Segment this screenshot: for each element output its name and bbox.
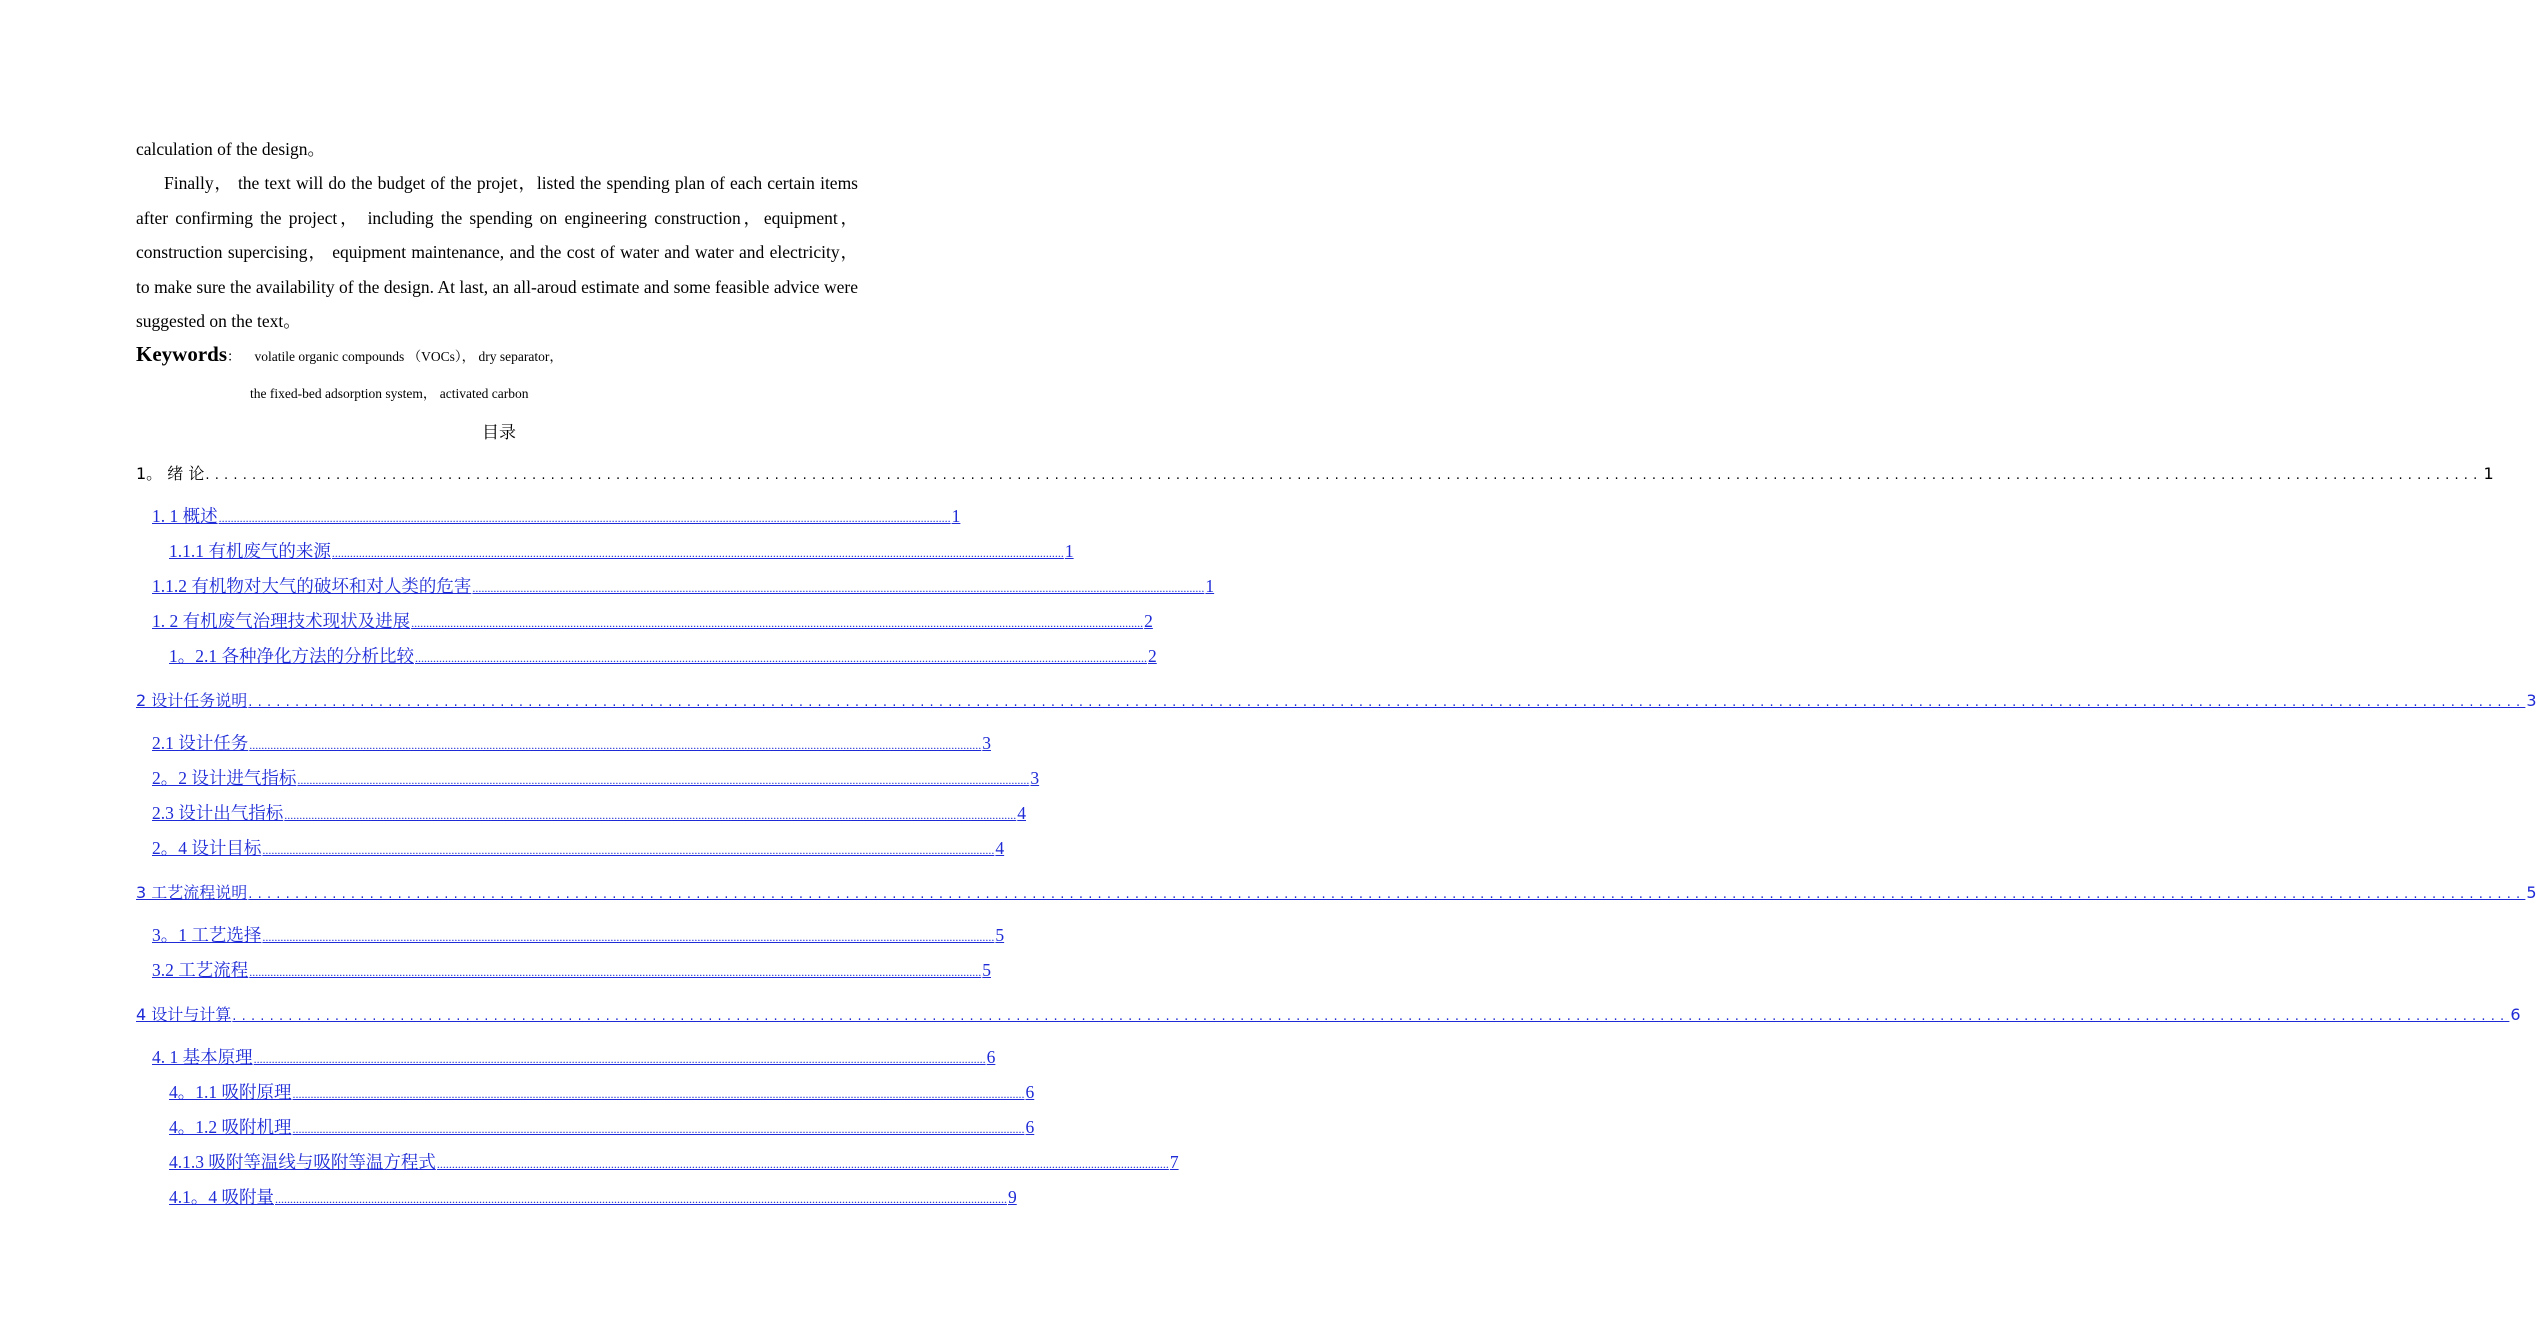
toc-entry-label: 1.1.1 有机废气的来源	[169, 541, 331, 561]
toc-entry[interactable]	[169, 1184, 1017, 1210]
toc-entry-page: 6	[986, 1047, 996, 1067]
toc-leader: ....................................................................................................................................................................................................................................................	[284, 808, 1017, 822]
toc-entry-page: 6	[1025, 1082, 1035, 1102]
toc-leader: ....................................................................................................................................................................................................................................................	[262, 930, 995, 944]
toc-entry[interactable]	[136, 688, 2537, 714]
toc-entry-label: 2。4 设计目标	[152, 838, 262, 858]
toc-entry-page: 1	[1064, 541, 1074, 561]
toc-entry-label: 1.1.2 有机物对大气的破坏和对人类的危害	[152, 576, 472, 596]
toc-entry-page: 6	[2510, 1005, 2521, 1024]
toc-entry-page: 1	[951, 506, 961, 526]
toc-entry[interactable]	[136, 880, 2537, 906]
toc-leader: ....................................................................................................................................................................................................................................................	[205, 468, 2483, 483]
toc-leader: ....................................................................................................................................................................................................................................................	[436, 1157, 1169, 1171]
keywords-line-2: the fixed-bed adsorption system， activated carbon	[250, 386, 529, 401]
toc-leader: ....................................................................................................................................................................................................................................................	[248, 695, 2526, 710]
toc-entry[interactable]	[152, 957, 991, 983]
toc-leader: ....................................................................................................................................................................................................................................................	[253, 1052, 986, 1066]
toc-entry-page: 3	[982, 733, 991, 753]
toc-leader: ....................................................................................................................................................................................................................................................	[472, 581, 1205, 595]
toc-leader: ....................................................................................................................................................................................................................................................	[249, 738, 982, 752]
toc-entry-page: 6	[1025, 1117, 1035, 1137]
toc-title: 目录	[482, 423, 516, 443]
toc-entry-page: 5	[995, 925, 1005, 945]
toc-entry-page: 5	[2526, 883, 2537, 902]
toc-entry-label: 2。2 设计进气指标	[152, 768, 297, 788]
toc-leader: ....................................................................................................................................................................................................................................................	[249, 965, 982, 979]
toc-leader: ....................................................................................................................................................................................................................................................	[275, 1192, 1007, 1206]
keywords-separator: ：	[227, 349, 241, 364]
toc-entry-label: 4 设计与计算	[136, 1005, 232, 1024]
toc-entry[interactable]	[169, 1149, 1179, 1175]
toc-entry-label: 3.2 工艺流程	[152, 960, 249, 980]
keywords-line	[136, 342, 563, 367]
toc-entry-label: 2 设计任务说明	[136, 691, 248, 710]
toc-entry-label: 3。1 工艺选择	[152, 925, 262, 945]
toc-entry-page: 9	[1008, 1187, 1017, 1207]
toc-entry[interactable]	[152, 608, 1153, 634]
toc-leader: ....................................................................................................................................................................................................................................................	[292, 1122, 1025, 1136]
toc-entry-page: 2	[1144, 611, 1153, 631]
toc-entry-label: 4。1.1 吸附原理	[169, 1082, 292, 1102]
toc-entry-label: 4.1.3 吸附等温线与吸附等温方程式	[169, 1152, 436, 1172]
toc-leader: ....................................................................................................................................................................................................................................................	[297, 773, 1030, 787]
toc-entry-label: 3 工艺流程说明	[136, 883, 248, 902]
abstract-text-tail: calculation of the design。	[136, 139, 326, 159]
toc-leader: ....................................................................................................................................................................................................................................................	[262, 843, 995, 857]
toc-leader: ....................................................................................................................................................................................................................................................	[415, 651, 1147, 665]
toc-entry-page: 1	[2483, 464, 2494, 483]
toc-entry[interactable]	[169, 643, 1157, 669]
abstract-text: Finally， the text will do the budget of the projet，listed the spending plan of each certain items after confirming the project， including the spending on engineering construction，equipment，construction supercising， equipment maintenance, and the cost of water and water and electricity， to make sure the availability of the design. At last, an all-aroud estimate and some feasible advice were suggested on the text。	[136, 173, 858, 332]
toc-entry-label: 1. 1 概述	[152, 506, 218, 526]
toc-entry[interactable]	[152, 922, 1005, 948]
keywords-line-1: volatile organic compounds （VOCs）， dry separator，	[254, 349, 563, 364]
toc-entry-page: 5	[982, 960, 991, 980]
toc-leader: ....................................................................................................................................................................................................................................................	[232, 1009, 2510, 1024]
toc-entry-page: 7	[1169, 1152, 1179, 1172]
toc-leader: ....................................................................................................................................................................................................................................................	[411, 616, 1144, 630]
toc-entry-page: 1	[1205, 576, 1215, 596]
toc-entry[interactable]	[152, 503, 961, 529]
toc-entry-page: 2	[1148, 646, 1157, 666]
toc-entry[interactable]	[152, 730, 991, 756]
toc-entry-label: 1。2.1 各种净化方法的分析比较	[169, 646, 414, 666]
toc-entry-label: 4. 1 基本原理	[152, 1047, 253, 1067]
toc-entry[interactable]	[152, 573, 1215, 599]
toc-entry-page: 3	[2526, 691, 2537, 710]
toc-entry-label: 2.1 设计任务	[152, 733, 249, 753]
abstract-line-tail	[136, 132, 858, 167]
toc-entry[interactable]	[169, 1079, 1035, 1105]
toc-entry-label: 1。 绪 论	[136, 464, 205, 483]
toc-leader: ....................................................................................................................................................................................................................................................	[292, 1087, 1025, 1101]
toc-leader: ....................................................................................................................................................................................................................................................	[218, 511, 951, 525]
toc-leader: ....................................................................................................................................................................................................................................................	[331, 546, 1064, 560]
toc-leader: ....................................................................................................................................................................................................................................................	[248, 887, 2526, 902]
toc-entry[interactable]	[152, 800, 1026, 826]
toc-entry-page: 3	[1030, 768, 1040, 788]
toc-entry[interactable]	[136, 1002, 2521, 1028]
abstract-paragraph	[136, 166, 858, 339]
toc-entry[interactable]	[169, 1114, 1035, 1140]
toc-entry[interactable]	[152, 765, 1040, 791]
toc-entry-label: 4。1.2 吸附机理	[169, 1117, 292, 1137]
toc-entry-page: 4	[1017, 803, 1026, 823]
toc-entry-label: 4.1。4 吸附量	[169, 1187, 274, 1207]
toc-entry[interactable]	[136, 461, 2494, 487]
toc-entry-label: 2.3 设计出气指标	[152, 803, 284, 823]
keywords-label: Keywords	[136, 342, 227, 366]
toc-entry[interactable]	[169, 538, 1074, 564]
toc-entry-label: 1. 2 有机废气治理技术现状及进展	[152, 611, 411, 631]
toc-entry-page: 4	[995, 838, 1005, 858]
toc-entry[interactable]	[152, 1044, 996, 1070]
toc-entry[interactable]	[152, 835, 1005, 861]
